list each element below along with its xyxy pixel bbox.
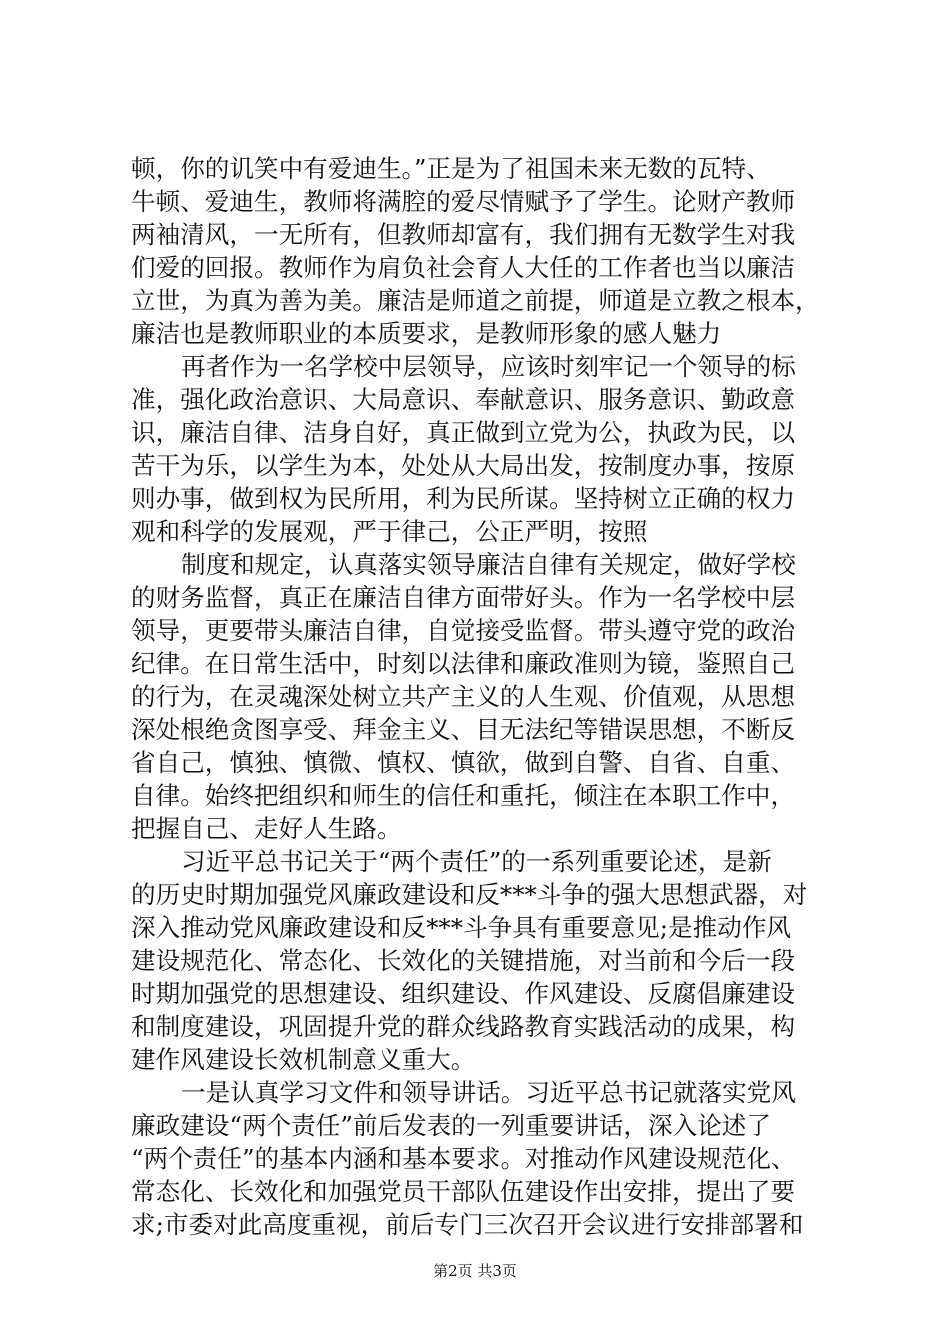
text-line: 和制度建设，巩固提升党的群众线路教育实践活动的成果，构 [131, 1012, 796, 1041]
text-line: 识，廉洁自律、洁身自好，真正做到立党为公，执政为民，以 [131, 418, 796, 447]
text-line: 的历史时期加强党风廉政建设和反***斗争的强大思想武器，对 [131, 880, 808, 909]
text-line: 制度和规定，认真落实领导廉洁自律有关规定，做好学校 [181, 550, 796, 579]
text-line: 常态化、长效化和加强党员干部队伍建设作出安排，提出了要 [131, 1177, 796, 1206]
text-line: 顿，你的讥笑中有爱迪生。”正是为了祖国未来无数的瓦特、 [131, 154, 771, 183]
text-line: 深入推动党风廉政建设和反***斗争具有重要意见;是推动作风 [131, 913, 792, 942]
text-line: 建设规范化、常态化、长效化的关键措施，对当前和今后一段 [131, 946, 796, 975]
text-line: 建作风建设长效机制意义重大。 [131, 1045, 476, 1074]
text-line: 牛顿、爱迪生，教师将满腔的爱尽情赋予了学生。论财产教师 [131, 187, 796, 216]
text-line: 深处根绝贪图享受、拜金主义、目无法纪等错误思想，不断反 [131, 715, 796, 744]
text-line: 准，强化政治意识、大局意识、奉献意识、服务意识、勤政意 [131, 385, 796, 414]
text-line: 的行为，在灵魂深处树立共产主义的人生观、价值观，从思想 [131, 682, 796, 711]
text-line: 一是认真学习文件和领导讲话。习近平总书记就落实党风 [181, 1078, 796, 1107]
text-line: 省自己，慎独、慎微、慎权、慎欲，做到自警、自省、自重、 [131, 748, 796, 777]
text-line: 廉洁也是教师职业的本质要求，是教师形象的感人魅力 [131, 319, 722, 348]
text-line: 自律。始终把组织和师生的信任和重托，倾注在本职工作中， [131, 781, 796, 810]
text-line: 习近平总书记关于“两个责任”的一系列重要论述，是新 [181, 847, 772, 876]
text-line: 两袖清风，一无所有，但教师却富有，我们拥有无数学生对我 [131, 220, 796, 249]
text-line: 时期加强党的思想建设、组织建设、作风建设、反腐倡廉建设 [131, 979, 796, 1008]
page-footer: 第2页 共3页 [433, 1262, 517, 1280]
text-line: 纪律。在日常生活中，时刻以法律和廉政准则为镜，鉴照自己 [131, 649, 796, 678]
text-line: 苦干为乐，以学生为本，处处从大局出发，按制度办事，按原 [131, 451, 796, 480]
text-line: 的财务监督，真正在廉洁自律方面带好头。作为一名学校中层 [131, 583, 796, 612]
text-line: 观和科学的发展观，严于律己，公正严明，按照 [131, 517, 648, 546]
text-line: 求;市委对此高度重视，前后专门三次召开会议进行安排部署和 [131, 1210, 804, 1239]
document-body [131, 152, 831, 1241]
text-line: 把握自己、走好人生路。 [131, 814, 402, 843]
text-line: 领导，更要带头廉洁自律，自觉接受监督。带头遵守党的政治 [131, 616, 796, 645]
text-line: “两个责任”的基本内涵和基本要求。对推动作风建设规范化、 [131, 1144, 796, 1173]
text-line: 立世，为真为善为美。廉洁是师道之前提，师道是立教之根本， [131, 286, 820, 315]
text-line: 廉政建设“两个责任”前后发表的一列重要讲话，深入论述了 [131, 1111, 771, 1140]
text-line: 们爱的回报。教师作为肩负社会育人大任的工作者也当以廉洁 [131, 253, 796, 282]
text-line: 则办事，做到权为民所用，利为民所谋。坚持树立正确的权力 [131, 484, 796, 513]
text-line: 再者作为一名学校中层领导，应该时刻牢记一个领导的标 [181, 352, 796, 381]
